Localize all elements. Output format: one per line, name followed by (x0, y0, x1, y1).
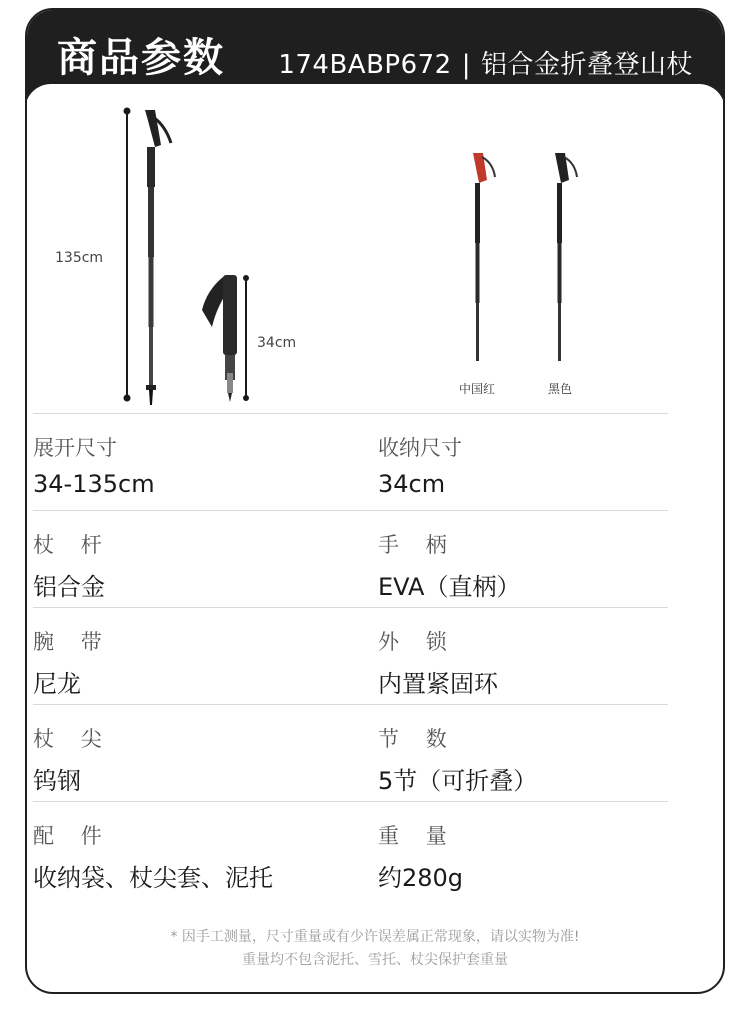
folded-dimension-line (243, 275, 249, 401)
product-illustration (27, 105, 723, 410)
spec-label: 手 柄 (378, 533, 447, 557)
extended-dimension-line (124, 108, 131, 402)
spec-table (33, 413, 668, 898)
spec-row (33, 607, 668, 704)
spec-row (33, 413, 668, 510)
spec-label: 节 数 (378, 727, 447, 751)
poles-drawing (27, 105, 725, 410)
extended-pole-icon (145, 110, 171, 405)
spec-value: 内置紧固环 (378, 670, 498, 698)
spec-value: 34cm (378, 470, 446, 498)
spec-label: 配 件 (33, 824, 102, 848)
weight-note: 重量均不包含泥托、雪托、杖尖保护套重量 (242, 952, 508, 968)
product-name: 铝合金折叠登山杖 (480, 50, 693, 80)
model-separator: | (461, 50, 471, 80)
spec-row (33, 801, 668, 898)
spec-value: 约280g (378, 864, 464, 892)
color-label-red: 中国红 (459, 382, 496, 396)
spec-label: 收纳尺寸 (378, 436, 462, 460)
spec-value: 34-135cm (33, 470, 155, 498)
spec-value: 5节（可折叠） (378, 767, 538, 795)
spec-row (33, 704, 668, 801)
product-model (278, 44, 693, 81)
black-pole-icon (555, 153, 577, 361)
spec-row (33, 510, 668, 607)
folded-length-label: 34cm (257, 335, 297, 351)
spec-value: EVA（直柄） (378, 573, 521, 601)
spec-value: 钨钢 (33, 767, 81, 795)
folded-pole-icon (202, 275, 237, 402)
model-number: 174BABP672 (278, 50, 452, 80)
spec-value: 铝合金 (33, 573, 105, 601)
page-title: 商品参数 (57, 35, 225, 81)
spec-label: 展开尺寸 (33, 436, 117, 460)
spec-value: 尼龙 (33, 670, 81, 698)
spec-label: 重 量 (378, 824, 447, 848)
spec-value: 收纳袋、杖尖套、泥托 (33, 864, 273, 892)
red-pole-icon (473, 153, 495, 361)
disclaimer-note: * 因手工测量，尺寸重量或有少许误差属正常现象，请以实物为准! (170, 929, 580, 945)
color-label-black: 黑色 (548, 382, 573, 396)
spec-label: 外 锁 (378, 630, 447, 654)
spec-label: 杖 尖 (33, 727, 102, 751)
extended-length-label: 135cm (55, 250, 104, 266)
spec-label: 腕 带 (33, 630, 102, 654)
spec-label: 杖 杆 (33, 533, 102, 557)
